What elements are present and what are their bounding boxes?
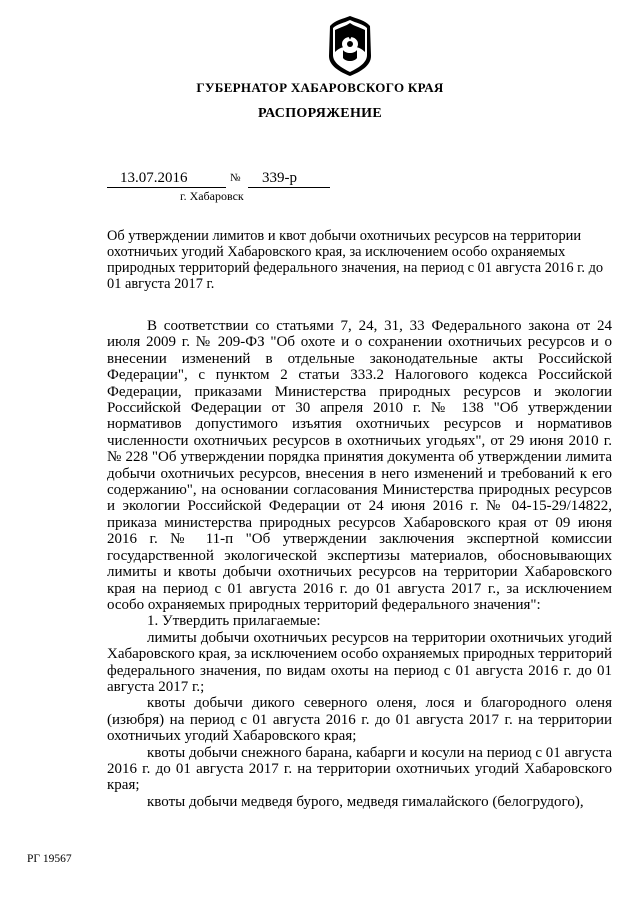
number-sign: № <box>230 172 241 184</box>
footer-registration-code: РГ 19567 <box>27 853 72 865</box>
body-paragraph: 1. Утвердить прилагаемые: <box>147 613 321 630</box>
coat-of-arms-emblem <box>326 14 374 78</box>
document-type-heading: РАСПОРЯЖЕНИЕ <box>258 106 382 121</box>
document-subject: Об утверждении лимитов и квот добычи охотничьих ресурсов на территории охотничьих угодий Хабаровского края, за исключением особо охраняемых природных территорий федерального значения, на период с 01 августа 2016 г. до 01 августа 2017 г. <box>107 228 604 292</box>
body-paragraph: квоты добычи снежного барана, кабарги и косули на период с 01 августа 2016 г. до 01 августа 2017 г. на территории охотничьих угодий Хабаровского края; <box>107 744 612 794</box>
body-paragraph: квоты добычи дикого северного оленя, лося и благородного оленя (изюбря) на период с 01 августа 2016 г. до 01 августа 2017 г. на территории охотничьих угодий Хабаровского края; <box>107 695 612 745</box>
document-body <box>107 318 612 810</box>
body-paragraph: В соответствии со статьями 7, 24, 31, 33 Федерального закона от 24 июля 2009 г. № 209-ФЗ "Об охоте и о сохранении охотничьих ресурсов и о внесении изменений в отдельные законодательные акты Российской Федерации", с пунктом 2 статьи 333.2 Налогового кодекса Российской Федерации, приказами Министерства природных ресурсов и экологии Российской Федерации от 30 апреля 2010 г. № 138 "Об утверждении нормативов допустимого изъятия охотничьих ресурсов и нормативов численности охотничьих ресурсов в охотничьих угодьях", от 29 июня 2010 г. № 228 "Об утверждении порядка принятия документа об утверждении лимита добычи охотничьих ресурсов, внесения в него изменений и требований к его содержанию", на основании согласования Министерства природных ресурсов и экологии Российской Федерации от 24 июня 2016 г. № 04-15-29/14822, приказа министерства природных ресурсов Хабаровского края от 09 июня 2016 г. № 11-п "Об утверждении заключения экспертной комиссии государственной экологической экспертизы материалов, обосновывающих лимиты и квоты добычи охотничьих ресурсов на территории Хабаровского края на период с 01 августа 2016 г. до 01 августа 2017 г., за исключением особо охраняемых природных территорий федерального значения": <box>107 318 612 613</box>
city-label: г. Хабаровск <box>180 189 244 203</box>
governor-title: ГУБЕРНАТОР ХАБАРОВСКОГО КРАЯ <box>196 80 444 95</box>
registration-date: 13.07.2016 <box>120 170 188 186</box>
body-paragraph: лимиты добычи охотничьих ресурсов на территории охотничьих угодий Хабаровского края, за исключением особо охраняемых природных территорий федерального значения, по видам охоты на период с 01 августа 2016 г. до 01 августа 2017 г.; <box>107 629 612 695</box>
body-paragraph: квоты добычи медведя бурого, медведя гималайского (белогрудого), <box>147 793 584 810</box>
registration-number: 339-р <box>262 170 297 186</box>
date-underline <box>107 187 226 188</box>
number-underline <box>248 187 330 188</box>
